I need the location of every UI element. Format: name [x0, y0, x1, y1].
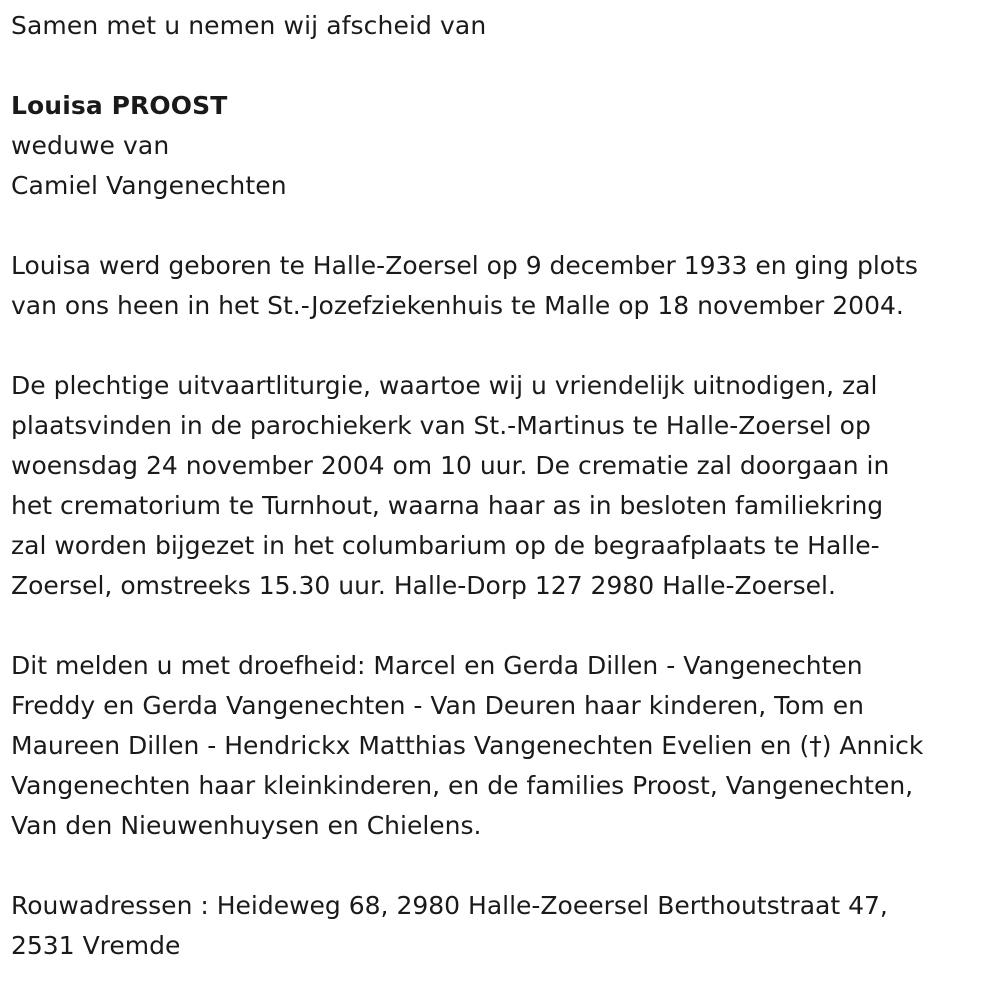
- paragraph-line: Maureen Dillen - Hendrickx Matthias Vangenechten Evelien en (†) Annick: [11, 731, 924, 760]
- obituary-notice: [11, 6, 996, 966]
- addresses-paragraph: [11, 886, 996, 966]
- paragraph-line: 2531 Vremde: [11, 931, 181, 960]
- paragraph-line: Louisa werd geboren te Halle-Zoersel op 9 december 1933 en ging plots: [11, 251, 918, 280]
- spouse-name: Camiel Vangenechten: [11, 171, 287, 200]
- paragraph-line: Zoersel, omstreeks 15.30 uur. Halle-Dorp 127 2980 Halle-Zoersel.: [11, 571, 836, 600]
- paragraph-line: Van den Nieuwenhuysen en Chielens.: [11, 811, 482, 840]
- paragraph-line: Vangenechten haar kleinkinderen, en de families Proost, Vangenechten,: [11, 771, 914, 800]
- paragraph-line: Dit melden u met droefheid: Marcel en Gerda Dillen - Vangenechten: [11, 651, 863, 680]
- family-paragraph: [11, 646, 996, 846]
- paragraph-line: De plechtige uitvaartliturgie, waartoe wij u vriendelijk uitnodigen, zal: [11, 371, 878, 400]
- paragraph-line: woensdag 24 november 2004 om 10 uur. De crematie zal doorgaan in: [11, 451, 890, 480]
- deceased-name: Louisa PROOST: [11, 91, 228, 120]
- paragraph-line: het crematorium te Turnhout, waarna haar as in besloten familiekring: [11, 491, 884, 520]
- ceremony-paragraph: [11, 366, 996, 606]
- paragraph-line: Freddy en Gerda Vangenechten - Van Deuren haar kinderen, Tom en: [11, 691, 864, 720]
- paragraph-line: zal worden bijgezet in het columbarium op de begraafplaats te Halle-: [11, 531, 880, 560]
- birth-death-paragraph: [11, 246, 996, 326]
- relation-text: weduwe van: [11, 131, 170, 160]
- paragraph-line: Rouwadressen : Heideweg 68, 2980 Halle-Zoeersel Berthoutstraat 47,: [11, 891, 888, 920]
- paragraph-line: plaatsvinden in de parochiekerk van St.-Martinus te Halle-Zoersel op: [11, 411, 871, 440]
- paragraph-line: van ons heen in het St.-Jozefziekenhuis te Malle op 18 november 2004.: [11, 291, 904, 320]
- intro-text: Samen met u nemen wij afscheid van: [11, 11, 487, 40]
